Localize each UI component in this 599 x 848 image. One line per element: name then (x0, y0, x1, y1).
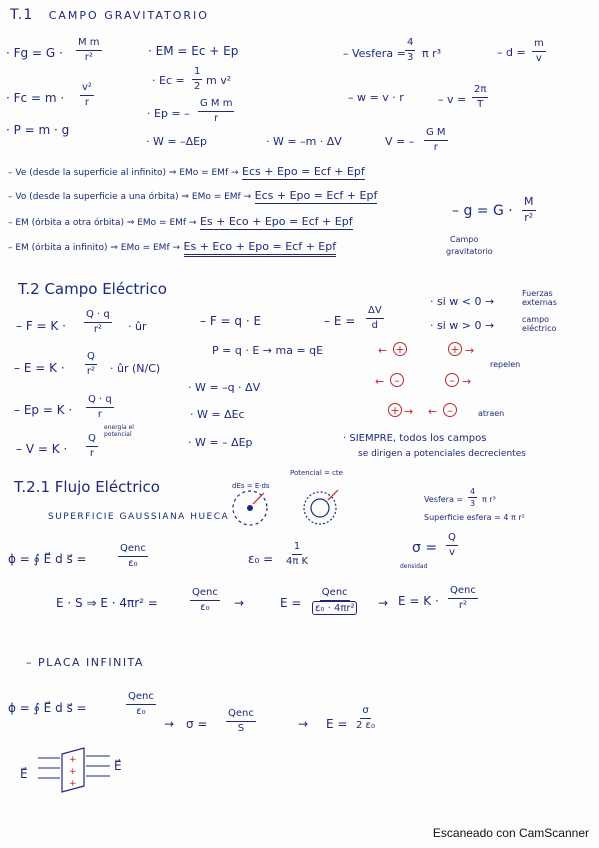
frac-flux (118, 543, 148, 569)
frac-den: r² (84, 51, 93, 63)
eq-placa-e: E = (326, 717, 348, 731)
si-1-note: Fuerzas externas (522, 289, 557, 307)
g-note-1: Campo (450, 235, 479, 244)
eq-coulomb: – F = K · (16, 319, 66, 333)
frac-den: d (371, 319, 379, 331)
frac-num: 1 (292, 541, 302, 555)
arrow-left-icon: ← (375, 375, 385, 388)
energy-row-1 (8, 166, 365, 178)
frac-placa-flux (126, 691, 156, 717)
frac-num: 2π (472, 84, 488, 98)
eq-coulomb-post: · ûr (128, 320, 147, 333)
frac-den: 3 (407, 51, 414, 63)
negative-charge-icon: – (445, 373, 459, 387)
eq-efield-post: · ûr (N/C) (110, 362, 161, 375)
energy-row-2-eq: Ecs + Epo = Ecf + Epf (254, 189, 378, 202)
eq-es: E · S ⇒ E · 4πr² = (56, 596, 158, 610)
charge-dot-1 (247, 505, 253, 511)
section-title-t21: T.2.1 Flujo Eléctrico (14, 478, 160, 496)
frac-v (472, 84, 488, 110)
eq-efield: – E = K · (14, 361, 65, 375)
plate-plus: + (69, 767, 77, 777)
plate-e-right: E⃗ (114, 759, 122, 773)
placa-title: – PLACA INFINITA (26, 656, 144, 669)
eq-vg: V = – (385, 135, 415, 148)
frac-num: 1 (192, 66, 202, 80)
positive-charge-icon: + (393, 342, 407, 356)
frac-den: ε₀ · 4πr² (312, 601, 357, 616)
frac-num: 4 (468, 487, 477, 498)
eq-e2: E = (280, 596, 302, 610)
frac-num: v² (80, 82, 94, 96)
frac-num: Qenc (118, 543, 148, 557)
frac-num: σ (360, 705, 370, 719)
energy-row-3-desc: – EM (órbita a otra órbita) ⇒ EMo = EMf → (8, 218, 197, 228)
frac-epsilon (286, 541, 308, 567)
eq-g: – g = G · (452, 203, 513, 219)
eq-potential: – V = K · (16, 442, 68, 456)
arrow-left-icon: ← (378, 344, 388, 357)
energy-row-3 (8, 216, 353, 228)
eq-w-dep: · W = – ΔEp (188, 436, 253, 449)
eq-w-ec: · W = ΔEc (190, 408, 245, 421)
infinite-plate-diagram (32, 746, 114, 794)
frac-num: Q · q (84, 309, 112, 323)
frac-den: S (237, 722, 245, 734)
eq-fc: · Fc = m · (6, 91, 65, 105)
eq-sigma: σ = (412, 540, 438, 556)
frac-num: M m (76, 37, 102, 51)
section-title-t1 (10, 8, 209, 22)
frac-e3 (448, 585, 478, 611)
plate-plus: + (69, 755, 77, 765)
vesfera-note-post: π r³ (482, 495, 496, 504)
energy-row-4-eq: Es + Eco + Epo = Ecf + Epf (184, 240, 337, 257)
frac-num: Q (86, 433, 98, 447)
frac-num: Qenc (320, 587, 350, 601)
siempre-line-2: se dirigen a potenciales decrecientes (358, 449, 526, 459)
frac-fc (80, 82, 94, 108)
frac-vesfera-2 (468, 487, 477, 508)
frac-density (532, 38, 546, 64)
frac-num: Qenc (448, 585, 478, 599)
plate-plus: + (69, 779, 77, 789)
negative-charge-icon: – (390, 373, 404, 387)
eq-ec: · Ec = (152, 74, 185, 87)
eq-epsilon: ε₀ = (248, 552, 274, 566)
eq-em: · EM = Ec + Ep (148, 44, 239, 58)
arrow-left-icon: ← (428, 405, 438, 418)
eq-fg (6, 47, 63, 59)
plate-e-left: E⃗ (20, 767, 28, 781)
frac-num: Q (446, 532, 458, 546)
eq-si-2: · si w > 0 → (430, 319, 495, 332)
eq-vesfera-post: π r³ (422, 47, 442, 60)
arrow-right-icon: → (462, 375, 472, 388)
siempre-line-1: · SIEMPRE, todos los campos (343, 433, 487, 444)
atraen-label: atraen (478, 409, 505, 418)
frac-num: Qenc (226, 708, 256, 722)
energy-row-4 (8, 241, 336, 253)
eq-v: – v = (438, 93, 467, 106)
eq-ep: · Ep = – (147, 107, 190, 120)
frac-num: M (522, 196, 536, 211)
frac-den: r² (86, 365, 95, 377)
frac-potential (86, 433, 98, 459)
eq-flux: ϕ = ∮ E⃗ d s⃗ = (8, 552, 87, 566)
frac-num: Q · q (86, 394, 114, 408)
frac-num: Q (85, 351, 97, 365)
arrow-icon: → (298, 717, 309, 731)
positive-charge-icon: + (388, 403, 402, 417)
eq-e3: E = K · (398, 594, 439, 608)
eq-vesfera: – Vesfera = (343, 47, 406, 60)
arrow-icon: → (164, 717, 175, 731)
frac-ep-elec (86, 394, 114, 420)
frac-den: 2 ε₀ (356, 719, 375, 731)
frac-den: ε₀ (136, 705, 146, 717)
arrow-right-icon: → (404, 405, 414, 418)
frac-den: v (448, 546, 455, 558)
g-note-2: gravitatorio (446, 247, 493, 256)
gauss-subtitle: SUPERFICIE GAUSSIANA HUECA (48, 512, 230, 522)
superficie-note: Superficie esfera = 4 π r² (424, 513, 525, 522)
frac-efield (85, 351, 97, 377)
frac-g (522, 196, 536, 224)
frac-vesfera (405, 37, 415, 63)
frac-den: 4π K (286, 555, 309, 567)
potential-note: energía el potencial (104, 424, 134, 438)
t1-name: CAMPO GRAVITATORIO (48, 9, 209, 22)
frac-num: 4 (405, 37, 415, 51)
eq-p: · P = m · g (6, 123, 70, 137)
arrow-icon: → (378, 596, 389, 610)
vesfera-note: Vesfera = (424, 495, 464, 504)
frac-den: r² (458, 599, 467, 611)
field-arrow-1 (253, 493, 264, 504)
frac-num: ΔV (366, 305, 384, 319)
diagram-label-1: dEs = E·ds (232, 482, 270, 490)
frac-den: r² (93, 323, 102, 335)
si-2-note: campo eléctrico (522, 315, 557, 333)
diagram-label-2: Potencial = cte (290, 469, 343, 477)
arrow-right-icon: → (465, 344, 475, 357)
repelen-label: repelen (490, 360, 521, 369)
eq-placa-sigma: σ = (186, 717, 208, 731)
frac-den: ε₀ (200, 601, 210, 613)
frac-vg (424, 127, 448, 153)
eq-density: – d = (497, 46, 526, 59)
eq-placa-flux: ϕ = ∮ E⃗ d s⃗ = (8, 701, 87, 715)
energy-row-4-desc: – EM (órbita a infinito) ⇒ EMo = EMf → (8, 243, 181, 253)
section-title-t2: T.2 Campo Eléctrico (18, 280, 167, 298)
frac-den: r (89, 447, 94, 459)
frac-den: r² (524, 210, 534, 224)
positive-charge-icon: + (448, 342, 462, 356)
frac-placa-e (356, 705, 375, 731)
eq-e-dv: – E = (324, 314, 356, 328)
frac-den: r (433, 141, 438, 153)
negative-charge-icon: – (443, 403, 457, 417)
frac-den: ε₀ (128, 557, 138, 569)
frac-den: r (97, 408, 102, 420)
frac-e2 (312, 587, 357, 615)
eq-ec-post: m v² (206, 74, 232, 87)
frac-coulomb (84, 309, 112, 335)
arrow-icon: → (234, 596, 245, 610)
frac-num: G M m (198, 98, 234, 112)
eq-w-ep: · W = –ΔEp (146, 135, 208, 148)
frac-den: 3 (470, 499, 476, 509)
eq-pqe: P = q · E → ma = qE (212, 344, 324, 357)
frac-den: r (214, 112, 219, 124)
inner-sphere-2 (311, 499, 329, 517)
frac-ec (192, 66, 202, 92)
frac-num: Qenc (126, 691, 156, 705)
frac-num: m (532, 38, 546, 52)
energy-row-3-eq: Es + Eco + Epo = Ecf + Epf (199, 215, 353, 228)
frac-placa-sigma (226, 708, 256, 734)
eq-w-dv: · W = –m · ΔV (266, 135, 342, 148)
frac-den: T (477, 98, 484, 110)
energy-row-2 (8, 190, 377, 202)
frac-den: v (535, 52, 542, 64)
eq-si-1: · si w < 0 → (430, 295, 495, 308)
sigma-note: densidad (400, 563, 428, 570)
frac-den: 2 (194, 80, 201, 92)
frac-num: G M (424, 127, 448, 141)
frac-num: Qenc (190, 587, 220, 601)
eq-fg-text: · Fg = G · (6, 46, 63, 60)
t1-number: T.1 (10, 7, 34, 23)
frac-es (190, 587, 220, 613)
eq-w-v: – w = v · r (348, 91, 404, 104)
frac-ep (198, 98, 234, 124)
frac-sigma (446, 532, 458, 558)
eq-ep-elec: – Ep = K · (14, 403, 73, 417)
energy-row-1-eq: Ecs + Epo = Ecf + Epf (242, 165, 365, 178)
energy-row-1-desc: – Ve (desde la superficie al infinito) ⇒ EMo = EMf → (8, 168, 239, 178)
frac-den: r (84, 96, 90, 108)
eq-w-qdv: · W = –q · ΔV (188, 381, 261, 394)
energy-row-2-desc: – Vo (desde la superficie a una órbita) ⇒ EMo = EMf → (8, 192, 252, 202)
frac-e-dv (366, 305, 384, 331)
frac-fg (76, 37, 102, 63)
eq-fqe: – F = q · E (200, 314, 262, 328)
camscanner-footer: Escaneado con CamScanner (432, 826, 589, 840)
